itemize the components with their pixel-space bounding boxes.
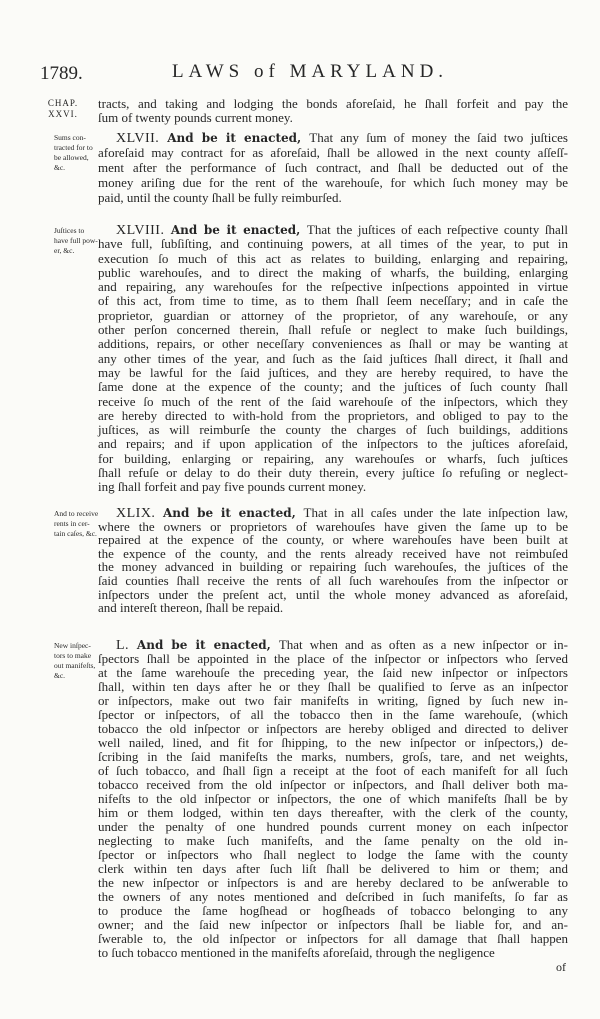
margin-note-line: Sums con- — [54, 133, 86, 142]
chapter-number: XXVI. — [48, 109, 78, 119]
margin-note-line: tain caſes, &c. — [54, 529, 97, 538]
text-line: paid, until the county ſhall be fully reimburſed. — [98, 190, 342, 205]
text-line: ſame done at the expence of the county; and the juſtices of ſuch county ſhall — [98, 379, 568, 395]
text-line: receive ſo much of the rent of the ſaid warehouſe of the inſpectors, which they — [98, 393, 568, 409]
text-line: him or them lodged, within ten days thereafter, with the clerk of the county, — [98, 805, 568, 820]
text-line: tracts, and taking and lodging the bonds aforeſaid, he ſhall forfeit and pay the — [98, 96, 568, 111]
text-line: are hereby directed to with-hold from the proprietors, and obliged to pay to the — [98, 407, 568, 423]
margin-note-line: &c. — [54, 671, 66, 680]
section-cont — [98, 97, 568, 125]
chapter-word: CHAP. — [47, 98, 79, 108]
text-line: additions, repairs, or other neceſſary conveniences as ſhall or may be wanting at — [98, 336, 568, 352]
text-line: other perſon concerned therein, ſhall refuſe or neglect to make ſuch buildings, — [98, 322, 568, 338]
text-line: ſpector or inſpectors who ſhall neglect to lodge the ſame with the county — [98, 847, 568, 862]
text-line: nifeſts to the old inſpector or inſpectors, the one of which manifeſts ſhall be by — [98, 791, 568, 806]
text-line: ſhall refuſe or delay to do their duty therein, every juſtice ſo refuſing or neglect- — [98, 465, 568, 481]
section-number: XLVIII. — [116, 223, 171, 238]
text-line: ſpector or inſpectors, of all the tobacco then in the ſame warehouſe, (which — [98, 707, 568, 722]
text-line: aforeſaid may contract for as aforeſaid, ſhall be allowed in the next county aſſeſſ- — [98, 145, 568, 160]
margin-note-line: be allowed, — [54, 153, 89, 162]
line-text: That the juſtices of each reſpective county ſhall — [306, 222, 568, 237]
section-l — [98, 638, 568, 960]
margin-note — [54, 226, 100, 256]
text-line — [98, 506, 568, 520]
enacting-clause: And be it enacted, — [170, 223, 307, 237]
margin-note-line: New inſpec- — [54, 641, 91, 650]
section-xlvii — [98, 130, 568, 205]
section-number: XLVII. — [116, 131, 168, 146]
text-line: ment after the performance of ſuch contract, and ſhall be deducted out of the — [98, 160, 568, 175]
margin-note-line: rents in cer- — [54, 519, 90, 528]
text-line: juſtices, as will reimburſe the county the charges of ſuch buildings, additions — [98, 422, 568, 438]
margin-note-line: &c. — [54, 163, 66, 172]
text-line: where the owners or proprietors of warehouſes have given the ſame up to be — [98, 518, 568, 534]
text-line: tobacco the old inſpector or inſpectors are hereby obliged and directed to deliver — [98, 721, 568, 736]
text-line: tobacco received from the old inſpector or inſpectors, and ſhall deliver both ma- — [98, 777, 568, 792]
text-line — [98, 223, 568, 237]
margin-note — [54, 509, 100, 539]
text-line: for building, enlarging or repairing, any warehouſes or wharfs, ſuch juſtices — [98, 450, 568, 466]
margin-note-line: And to receive — [54, 509, 99, 518]
margin-note-line: tors to make — [54, 651, 92, 660]
margin-note-line: have full pow- — [54, 236, 98, 245]
text-line: and repairing, any warehouſes for the reſpective inſpections appointed in virtue — [98, 279, 568, 295]
text-line: under the penalty of one hundred pounds current money on each inſpector — [98, 819, 568, 834]
margin-note — [54, 641, 100, 681]
text-line: and repairs; and if upon application of the inſpectors to the juſtices aforeſaid, — [98, 436, 568, 452]
enacting-clause: And be it enacted, — [162, 506, 304, 520]
text-line: of ſuch tobacco, and ſhall ſign a receipt at the foot of each manifeſt for all ſuch — [98, 763, 568, 778]
text-line — [98, 638, 568, 652]
margin-note-line: tracted for to — [54, 143, 93, 152]
text-line: the owners of any notes mentioned and deſcribed in ſuch manifeſts, ſo far as — [98, 889, 568, 904]
text-line: neglecting to make ſuch manifeſts, and the ſame penalty on the old in- — [98, 833, 568, 848]
text-line: ing ſhall forfeit and pay five pounds current money. — [98, 479, 367, 495]
text-line: at the ſame warehouſe the preceding year, the ſaid new inſpector or inſpectors — [98, 665, 568, 680]
text-line: repaired at the expence of the county, or where warehouſes have been built at — [98, 532, 568, 548]
margin-note-line: out manifeſts, — [54, 661, 96, 670]
text-line: to produce the ſame hogſhead or hogſheads of tobacco belonging to any — [98, 903, 568, 918]
text-line: execution ſo much of this act as relates to building, enlarging and repairing, — [98, 250, 568, 266]
chapter-label — [38, 98, 88, 120]
text-line — [98, 130, 568, 145]
text-line: ſum of twenty pounds current money. — [98, 110, 293, 125]
text-line: may be lawful for the ſaid juſtices, and they are hereby required, to have the — [98, 364, 568, 380]
line-text: That any ſum of money the ſaid two juſtices — [309, 130, 568, 145]
text-line: the new inſpector or inſpectors is and are hereby declared to be anſwerable to — [98, 875, 568, 890]
text-line: inſpectors under the preſent act, until the whole money advanced as aforeſaid, — [98, 586, 568, 602]
margin-note-line: er, &c. — [54, 246, 75, 255]
text-line: owner; and the ſaid new inſpector or inſpectors ſhall be liable for, and an- — [98, 917, 568, 932]
text-line: ſcribing in the ſaid manifeſts the marks, numbers, groſs, tare, and net weights, — [98, 749, 568, 764]
text-line: of this act, from time to time, as to them ſhall ſeem neceſſary; and in caſe the — [98, 293, 568, 309]
text-line: any other times of the year, and ſuch as the ſaid juſtices ſhall direct, it ſhall and — [98, 350, 568, 366]
catchword: of — [556, 960, 566, 974]
page-title: LAWS of MARYLAND. — [171, 61, 449, 82]
text-line: well nailed, lined, and fit for ſhipping, to the new inſpector or inſpectors,) de- — [98, 735, 568, 750]
section-number: XLIX. — [116, 506, 163, 521]
margin-note — [54, 133, 100, 173]
section-number: L. — [116, 638, 137, 653]
text-line: proprietor, guardian or attorney of the proprietor, of any warehouſe, or any — [98, 307, 568, 323]
text-line: the money advanced in building or repairing ſuch warehouſes, the juſtices of the — [98, 559, 568, 575]
text-line: to ſuch tobacco mentioned in the manifeſts aforeſaid, through the negligence — [98, 945, 495, 960]
text-line: the expence of the county, and the rents already received have not reimbuſed — [98, 545, 568, 561]
page-year: 1789. — [40, 63, 83, 84]
text-line: have full, ſubſiſting, and continuing powers, at all times of the year, to put in — [98, 236, 568, 252]
text-line: ſaid counties ſhall receive the rents of all ſuch warehouſes from the inſpector or — [98, 572, 568, 588]
text-line: ſpectors ſhall be appointed in the place of the inſpector or inſpectors who ſerved — [98, 651, 568, 666]
margin-note-line: Juſtices to — [54, 226, 85, 235]
section-xlviii — [98, 223, 568, 495]
text-line: or inſpectors, make out two fair manifeſts in writing, ſigned by ſuch new in- — [98, 693, 568, 708]
text-line: and intereſt thereon, ſhall be repaid. — [98, 600, 284, 616]
line-text: That when and as often as a new inſpector or in- — [278, 637, 568, 652]
text-line: ſhall, within ten days after he or they ſhall be qualified to ſerve as an inſpector — [98, 679, 568, 694]
enacting-clause: And be it enacted, — [167, 131, 310, 145]
line-text: That in all caſes under the late inſpection law, — [303, 505, 569, 520]
text-line: ſwerable to, the old inſpector or inſpectors for all damage that ſhall happen — [98, 931, 568, 946]
section-xlix — [98, 506, 568, 615]
enacting-clause: And be it enacted, — [136, 638, 279, 652]
text-line: money ariſing due for the rent of the warehouſe, for which ſuch money may be — [98, 175, 568, 190]
text-line: clerk within ten days after ſuch liſt ſhall be delivered to him or them; and — [98, 861, 568, 876]
text-line: public warehouſes, and to direct the making of wharfs, the building, enlarging — [98, 264, 568, 280]
